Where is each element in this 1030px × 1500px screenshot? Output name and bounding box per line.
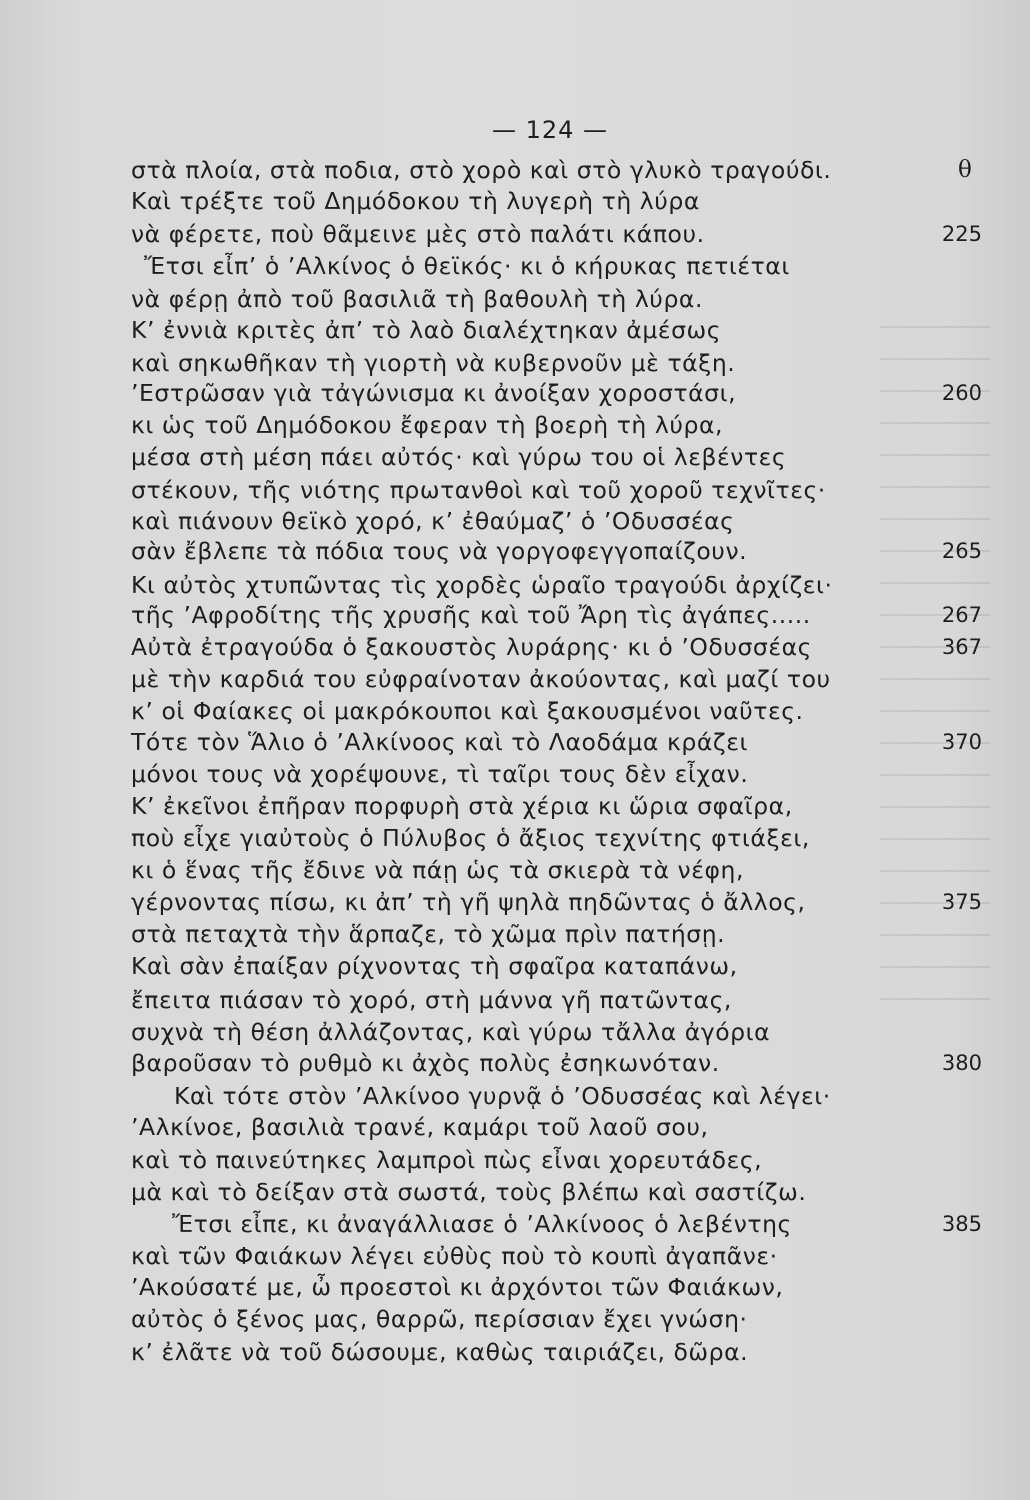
verse-line: Ἔτσι εἶπ’ ὁ ’Αλκίνος ὁ θεϊκός· κι ὁ κήρυκας πετιέται (144, 252, 790, 280)
verse-line: κι ὁ ἕνας τῆς ἔδινε νὰ πάῃ ὡς τὰ σκιερὰ τὰ νέφη, (131, 856, 744, 884)
line-number: 380 (941, 1051, 982, 1075)
line-number: 260 (941, 381, 982, 405)
line-number: 267 (941, 603, 982, 627)
verse-line: κ’ οἱ Φαίακες οἱ μακρόκουποι καὶ ξακουσμένοι ναῦτες. (131, 697, 804, 725)
verse-line: ποὺ εἶχε γιαὐτοὺς ὁ Πύλυβος ὁ ἄξιος τεχνίτης φτιάξει, (131, 824, 810, 852)
line-number: 385 (941, 1212, 982, 1236)
verse-line: νὰ φέρετε, ποὺ θᾶμεινε μὲς στὸ παλάτι κάπου. (131, 220, 705, 248)
verse-line: κι ὡς τοῦ Δημόδοκου ἔφεραν τὴ βοερὴ τὴ λύρα, (131, 411, 724, 439)
verse-line: Ἔτσι εἶπε, κι ἀναγάλλιασε ὁ ’Αλκίνοος ὁ λεβέντης (172, 1210, 792, 1238)
verse-line: νὰ φέρῃ ἀπὸ τοῦ βασιλιᾶ τὴ βαθουλὴ τὴ λύρα. (131, 285, 703, 313)
verse-line: καὶ πιάνουν θεϊκὸ χορό, κ’ ἐθαύμαζ’ ὁ ’Οδυσσέας (131, 507, 735, 535)
verse-line: Καὶ τότε στὸν ’Αλκίνοο γυρνᾷ ὁ ’Οδυσσέας καὶ λέγει· (174, 1082, 831, 1110)
verse-line: γέρνοντας πίσω, κι ἀπ’ τὴ γῆ ψηλὰ πηδῶντας ὁ ἄλλος, (131, 888, 806, 916)
verse-line: ’Αλκίνοε, βασιλιὰ τρανέ, καμάρι τοῦ λαοῦ σου, (131, 1113, 709, 1141)
verse-line: Κ’ ἐννιὰ κριτὲς ἀπ’ τὸ λαὸ διαλέχτηκαν ἀμέσως (131, 316, 722, 344)
verse-line: Καὶ τρέξτε τοῦ Δημόδοκου τὴ λυγερὴ τὴ λύρα (131, 187, 700, 215)
line-number: 367 (941, 635, 982, 659)
verse-line: μέσα στὴ μέση πάει αὐτός· καὶ γύρω του οἱ λεβέντες (131, 443, 787, 471)
verse-line: καὶ τὸ παινεύτηκες λαμπροὶ πὼς εἶναι χορευτάδες, (131, 1146, 763, 1174)
verse-line: μὰ καὶ τὸ δείξαν στὰ σωστά, τοὺς βλέπω καὶ σαστίζω. (131, 1178, 807, 1206)
page-number: — 124 — (491, 116, 609, 144)
verse-line: Κι αὐτὸς χτυπῶντας τὶς χορδὲς ὡραῖο τραγούδι ἀρχίζει· (131, 571, 833, 599)
verse-line: βαροῦσαν τὸ ρυθμὸ κι ἀχὸς πολὺς ἐσηκωνόταν. (131, 1049, 720, 1077)
verse-line: ’Εστρῶσαν γιὰ τἀγώνισμα κι ἀνοίξαν χοροστάσι, (131, 379, 737, 407)
verse-line: μόνοι τους νὰ χορέψουνε, τὶ ταῖρι τους δὲν εἶχαν. (131, 760, 749, 788)
verse-line: αὐτὸς ὁ ξένος μας, θαρρῶ, περίσσιαν ἔχει γνώση· (131, 1305, 748, 1333)
verse-line: Αὐτὰ ἐτραγούδα ὁ ξακουστὸς λυράρης· κι ὁ ’Οδυσσέας (131, 633, 813, 661)
verse-line: ἔπειτα πιάσαν τὸ χορό, στὴ μάννα γῆ πατῶντας, (131, 986, 732, 1014)
line-number: 370 (941, 730, 982, 754)
verse-line: στὰ πεταχτὰ τὴν ἅρπαζε, τὸ χῶμα πρὶν πατήσῃ. (131, 920, 726, 948)
line-number: 265 (941, 539, 982, 563)
verse-line: καὶ τῶν Φαιάκων λέγει εὐθὺς ποὺ τὸ κουπὶ ἀγαπᾶνε· (131, 1242, 778, 1270)
verse-line: ’Ακούσατέ με, ὦ προεστοὶ κι ἀρχόντοι τῶν Φαιάκων, (131, 1273, 784, 1301)
verse-line: Τότε τὸν Ἅλιο ὁ ’Αλκίνοος καὶ τὸ Λαοδάμα κράζει (131, 728, 748, 756)
verse-line: συχνὰ τὴ θέση ἀλλάζοντας, καὶ γύρω τἄλλα ἀγόρια (131, 1018, 771, 1046)
verse-line: σὰν ἔβλεπε τὰ πόδια τους νὰ γοργοφεγγοπαίζουν. (131, 537, 748, 565)
verse-line: τῆς ’Αφροδίτης τῆς χρυσῆς καὶ τοῦ Ἄρη τὶς ἀγάπες..... (131, 601, 811, 629)
line-number: 375 (941, 890, 982, 914)
verse-line: Κ’ ἐκεῖνοι ἐπῆραν πορφυρὴ στὰ χέρια κι ὥρια σφαῖρα, (131, 792, 793, 820)
verse-line: μὲ τὴν καρδιά του εὐφραίνοταν ἀκούοντας, καὶ μαζί του (131, 665, 831, 693)
verse-line: στὰ πλοία, στὰ ποδια, στὸ χορὸ καὶ στὸ γλυκὸ τραγούδι. (131, 156, 832, 184)
line-number: θ (958, 157, 972, 183)
verse-line: κ’ ἐλᾶτε νὰ τοῦ δώσουμε, καθὼς ταιριάζει, δῶρα. (131, 1338, 749, 1366)
verse-line: καὶ σηκωθῆκαν τὴ γιορτὴ νὰ κυβερνοῦν μὲ τάξη. (131, 349, 736, 377)
verse-line: στέκουν, τῆς νιότης πρωτανθοὶ καὶ τοῦ χοροῦ τεχνῖτες· (131, 476, 826, 504)
verse-line: Καὶ σὰν ἐπαίξαν ρίχνοντας τὴ σφαῖρα καταπάνω, (131, 952, 738, 980)
line-number: 225 (941, 222, 982, 246)
